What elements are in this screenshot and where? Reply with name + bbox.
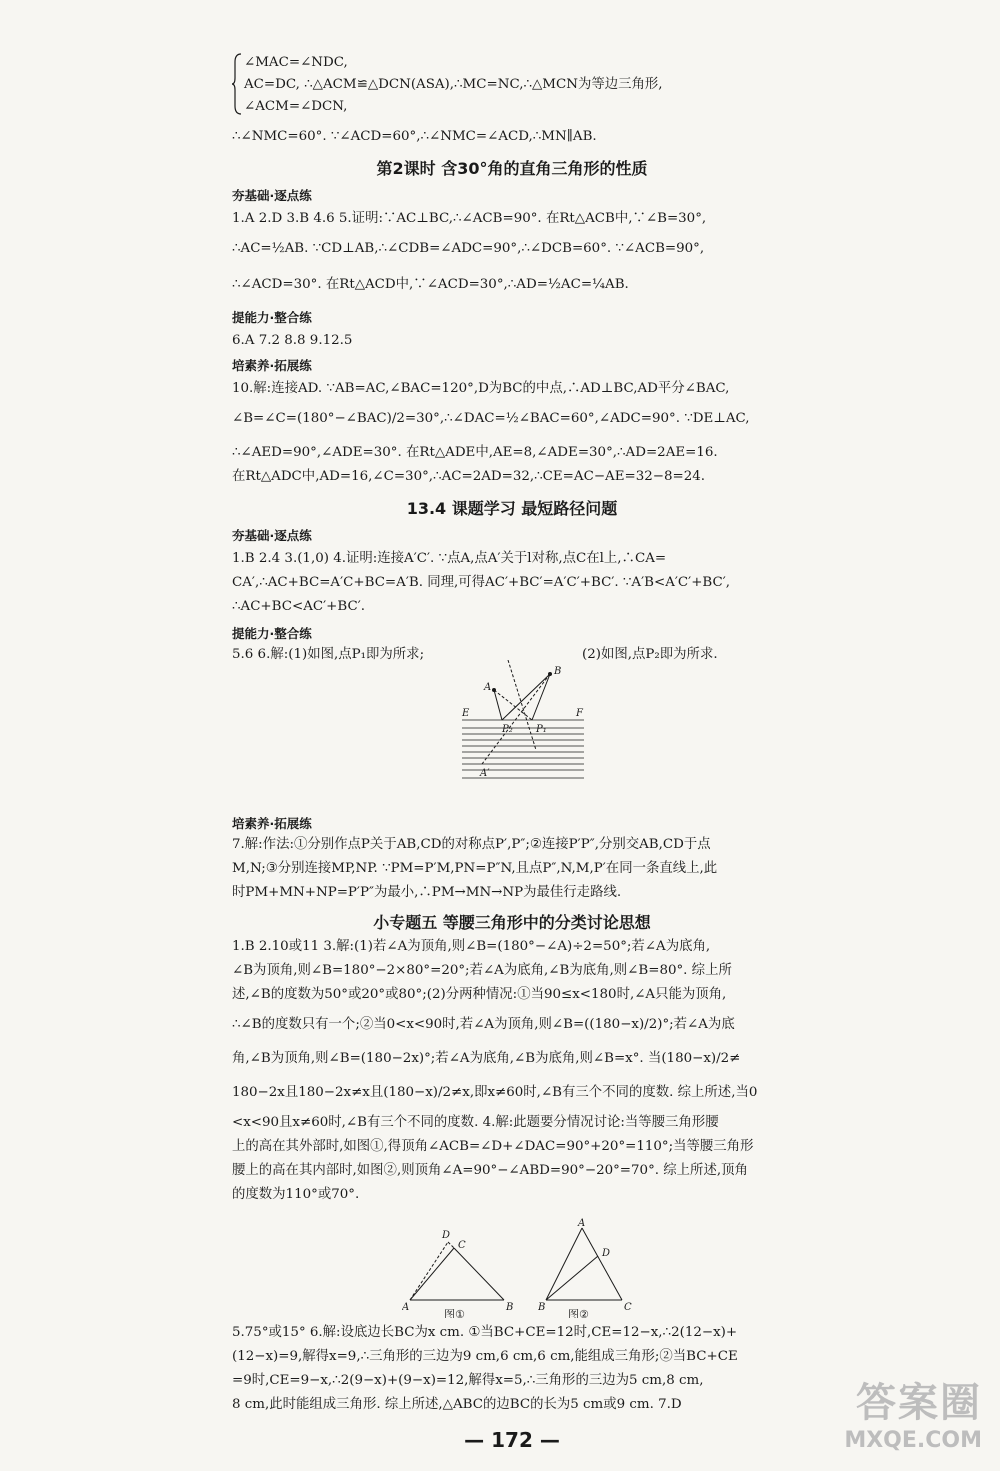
text-line: AC=DC, ∴△ACM≌△DCN(ASA),∴MC=NC,∴△MCN为等边三角形, bbox=[244, 77, 663, 92]
text-line: ∴∠ACD=30°. 在Rt△ACD中,∵∠ACD=30°,∴AD=½AC=¼AB. bbox=[232, 277, 629, 292]
text-line: ∴∠B的度数只有一个;②当0<x<90时,若∠A为顶角,则∠B=((180−x)/2)°;若∠A为底 bbox=[232, 1017, 735, 1032]
text-line: 180−2x且180−2x≠x且(180−x)/2≠x,即x≠60时,∠B有三个不同的度数. 综上所述,当0 bbox=[232, 1085, 758, 1100]
watermark-text: 答案圈 bbox=[856, 1380, 982, 1426]
text-line: ∠MAC=∠NDC, bbox=[244, 55, 348, 70]
text-line: (12−x)=9,解得x=9,∴三角形的三边为9 cm,6 cm,6 cm,能组成三角形;②当BC+CE bbox=[232, 1349, 738, 1364]
point-label: P₁ bbox=[536, 724, 547, 735]
text-line: 1.A 2.D 3.B 4.6 5.证明:∵AC⊥BC,∴∠ACB=90°. 在Rt△ACB中,∵∠B=30°, bbox=[232, 211, 707, 226]
subsection-heading: 夯基础·逐点练 bbox=[232, 528, 312, 543]
point-label: F bbox=[576, 708, 583, 719]
subsection-heading: 提能力·整合练 bbox=[232, 310, 312, 325]
watermark-logo bbox=[844, 1371, 982, 1453]
text-line: 时PM+MN+NP=P′P″为最小,∴PM→MN→NP为最佳行走路线. bbox=[232, 885, 622, 900]
text-line: 腰上的高在其内部时,如图②,则顶角∠A=90°−∠ABD=90°−20°=70°. 综上所述,顶角 bbox=[232, 1163, 748, 1178]
section-title: 第2课时 含30°角的直角三角形的性质 bbox=[376, 159, 648, 178]
text-line: ∴AC=½AB. ∵CD⊥AB,∴∠CDB=∠ADC=90°,∴∠DCB=60°. ∵∠ACB=90°, bbox=[232, 241, 705, 256]
point-label: D bbox=[442, 1230, 451, 1241]
text-line: 5.75°或15° 6.解:设底边长BC为x cm. ①当BC+CE=12时,CE=12−x,∴2(12−x)+ bbox=[232, 1325, 738, 1340]
text-line: CA′,∴AC+BC=A′C+BC=A′B. 同理,可得AC′+BC′=A′C′+BC′. ∵A′B<A′C′+BC′, bbox=[232, 575, 731, 590]
text-line: 8 cm,此时能组成三角形. 综上所述,△ABC的边BC的长为5 cm或9 cm. 7.D bbox=[232, 1397, 682, 1412]
text-line: 在Rt△ADC中,AD=16,∠C=30°,∴AC=2AD=32,∴CE=AC−AE=32−8=24. bbox=[232, 469, 706, 484]
brace-symbol bbox=[232, 52, 242, 116]
point-label: A bbox=[484, 682, 492, 693]
point-label: C bbox=[458, 1240, 466, 1251]
point-label: B bbox=[506, 1302, 514, 1313]
text-line: 10.解:连接AD. ∵AB=AC,∠BAC=120°,D为BC的中点,∴AD⊥BC,AD平分∠BAC, bbox=[232, 381, 730, 396]
figure-caption: 图① bbox=[444, 1308, 465, 1318]
text-line: 5.6 6.解:(1)如图,点P₁即为所求; bbox=[232, 647, 425, 662]
point-label: A bbox=[578, 1218, 586, 1229]
subsection-heading: 夯基础·逐点练 bbox=[232, 188, 312, 203]
river-path-figure bbox=[460, 660, 590, 806]
text-line: 7.解:作法:①分别作点P关于AB,CD的对称点P′,P″;②连接P′P″,分别交AB,CD于点 bbox=[232, 837, 711, 852]
point-label: E bbox=[462, 708, 470, 719]
subsection-heading: 培素养·拓展练 bbox=[232, 358, 312, 373]
point-label: A bbox=[402, 1302, 410, 1313]
triangle-figure-1 bbox=[402, 1218, 522, 1318]
point-label: A′ bbox=[480, 768, 490, 779]
text-line: 6.A 7.2 8.8 9.12.5 bbox=[232, 333, 353, 348]
text-line: ∠B为顶角,则∠B=180°−2×80°=20°;若∠A为底角,∠B为底角,则∠B=80°. 综上所 bbox=[232, 963, 732, 978]
subsection-heading: 提能力·整合练 bbox=[232, 626, 312, 641]
point-label: C bbox=[624, 1302, 632, 1313]
text-line: 述,∠B的度数为50°或20°或80°;(2)分两种情况:①当90≤x<180时,∠A只能为顶角, bbox=[232, 987, 727, 1002]
section-title: 13.4 课题学习 最短路径问题 bbox=[406, 499, 618, 518]
text-line: M,N;③分别连接MP,NP. ∵PM=P′M,PN=P″N,且点P″,N,M,P′在同一条直线上,此 bbox=[232, 861, 718, 876]
point-label: B bbox=[554, 666, 562, 677]
text-line: =9时,CE=9−x,∴2(9−x)+(9−x)=12,解得x=5,∴三角形的三边为5 cm,8 cm, bbox=[232, 1373, 704, 1388]
figure-caption: 图② bbox=[568, 1308, 589, 1318]
text-line: 上的高在其外部时,如图①,得顶角∠ACB=∠D+∠DAC=90°+20°=110°;当等腰三角形 bbox=[232, 1139, 754, 1154]
text-line: ∴∠AED=90°,∠ADE=30°. 在Rt△ADE中,AE=8,∠ADE=30°,∴AD=2AE=16. bbox=[232, 445, 718, 460]
text-line: ∴∠NMC=60°. ∵∠ACD=60°,∴∠NMC=∠ACD,∴MN∥AB. bbox=[232, 129, 597, 144]
text-line: ∠ACM=∠DCN, bbox=[244, 99, 348, 114]
point-label: B bbox=[538, 1302, 546, 1313]
point-label: D bbox=[602, 1248, 611, 1259]
text-line: (2)如图,点P₂即为所求. bbox=[582, 647, 718, 662]
text-line: <x<90且x≠60时,∠B有三个不同的度数. 4.解:此题要分情况讨论:当等腰三角形腰 bbox=[232, 1115, 719, 1130]
page-number: — 172 — bbox=[464, 1428, 560, 1452]
text-line: ∠B=∠C=(180°−∠BAC)/2=30°,∴∠DAC=½∠BAC=60°,∠ADC=90°. ∵DE⊥AC, bbox=[232, 411, 750, 426]
text-line: 1.B 2.4 3.(1,0) 4.证明:连接A′C′. ∵点A,点A′关于l对称,点C在l上,∴CA= bbox=[232, 551, 667, 566]
watermark-url: MXQE.COM bbox=[844, 1428, 982, 1453]
section-title: 小专题五 等腰三角形中的分类讨论思想 bbox=[373, 913, 651, 932]
text-line: ∴AC+BC<AC′+BC′. bbox=[232, 599, 366, 614]
subsection-heading: 培素养·拓展练 bbox=[232, 816, 312, 831]
triangle-figure-2 bbox=[538, 1218, 638, 1318]
text-line: 角,∠B为顶角,则∠B=(180−2x)°;若∠A为底角,∠B为底角,则∠B=x°. 当(180−x)/2≠ bbox=[232, 1051, 741, 1066]
text-line: 1.B 2.10或11 3.解:(1)若∠A为顶角,则∠B=(180°−∠A)÷2=50°;若∠A为底角, bbox=[232, 939, 711, 954]
point-label: P₂ bbox=[502, 724, 513, 735]
text-line: 的度数为110°或70°. bbox=[232, 1187, 360, 1202]
